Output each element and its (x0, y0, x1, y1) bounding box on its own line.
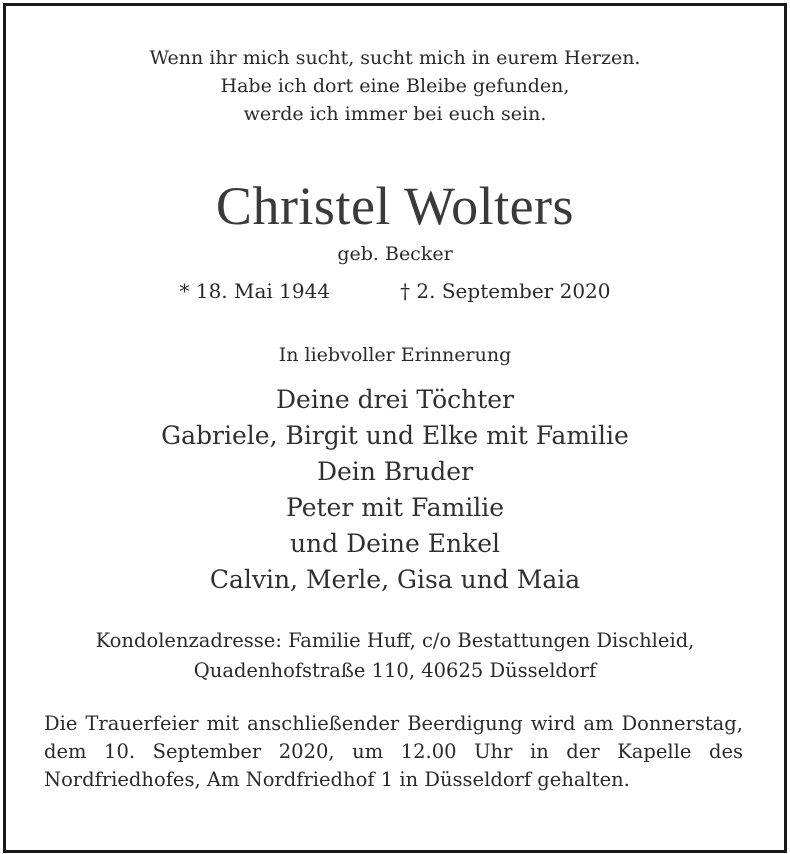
verse-line-3: werde ich immer bei euch sein. (243, 103, 547, 125)
mourner-line: und Deine Enkel (289, 529, 501, 558)
mourner-line: Peter mit Familie (286, 493, 504, 522)
birth-name: geb. Becker (337, 243, 453, 265)
life-dates (0, 279, 790, 303)
memory-line: In liebvoller Erinnerung (278, 344, 512, 366)
mourner-line: Gabriele, Birgit und Elke mit Familie (161, 421, 629, 450)
address-line-2: Quadenhofstraße 110, 40625 Düsseldorf (193, 659, 597, 682)
verse-line-1: Wenn ihr mich sucht, sucht mich in eurem Herzen. (149, 47, 641, 69)
mourner-line: Calvin, Merle, Gisa und Maia (209, 565, 581, 594)
verse-line-2: Habe ich dort eine Bleibe gefunden, (220, 75, 570, 97)
mourner-line: Deine drei Töchter (275, 385, 515, 414)
funeral-notice: Die Trauerfeier mit anschließender Beerdigung wird am Donnerstag, dem 10. September 2020, um 12.00 Uhr in der Kapelle des Nordfriedhofes, Am Nordfriedhof 1 in Düsseldorf gehalten. (44, 712, 743, 791)
address-line-1: Kondolenzadresse: Familie Huff, c/o Bestattungen Dischleid, (95, 629, 695, 652)
birth-date: * 18. Mai 1944 (179, 279, 331, 303)
mourner-line: Dein Bruder (316, 457, 474, 486)
death-date: † 2. September 2020 (400, 279, 611, 303)
deceased-name: Christel Wolters (215, 176, 575, 236)
